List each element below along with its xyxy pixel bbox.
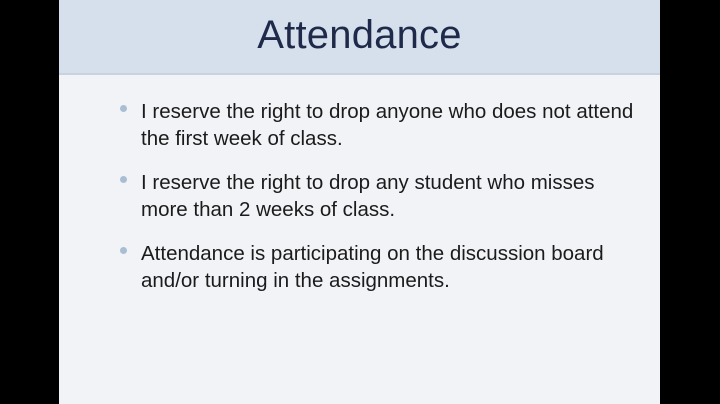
bullet-item [119, 169, 639, 223]
bullet-text: Attendance is participating on the discussion board and/or turning in the assignments. [141, 242, 604, 292]
bullet-dot-icon [120, 105, 127, 112]
bullet-item [119, 98, 639, 152]
bullet-text: I reserve the right to drop anyone who does not attend the first week of class. [141, 100, 634, 150]
bullet-item [119, 240, 639, 294]
presentation-slide [59, 0, 660, 404]
bullet-dot-icon [120, 247, 127, 254]
bullet-text: I reserve the right to drop any student who misses more than 2 weeks of class. [141, 171, 595, 221]
bullet-dot-icon [120, 176, 127, 183]
bullet-list [119, 98, 639, 311]
slide-title-bar [59, 0, 660, 73]
slide-title: Attendance [257, 12, 462, 57]
title-divider [59, 73, 660, 75]
